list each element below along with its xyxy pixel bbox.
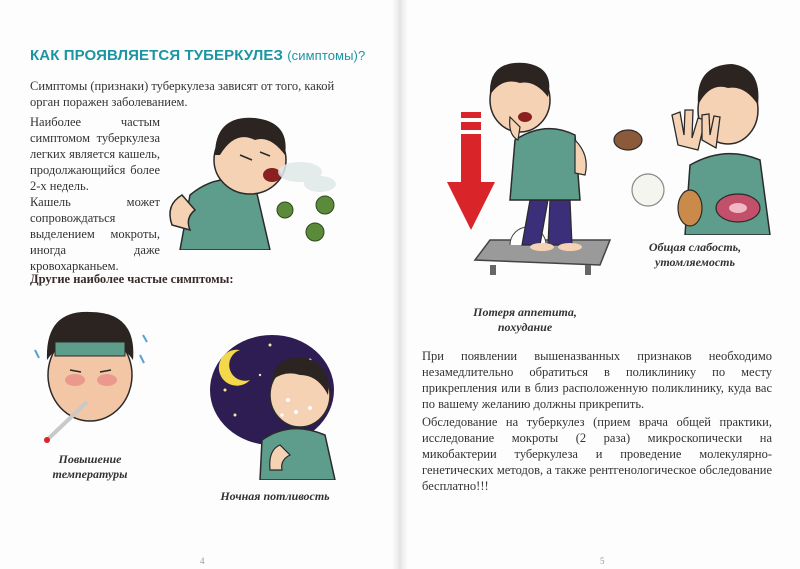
- coughing-boy-icon: [160, 100, 370, 250]
- caption-weakness-1: Общая слабость,: [648, 240, 742, 254]
- advice-paragraph: При появлении вышеназванных признаков необходимо незамедлительно обратиться в поликлинику по месту прикрепления или в близ расположенную поликлинику, куда вас по вашему желанию должны прикрепить.: [422, 349, 772, 411]
- caption-sweat: Ночная потливость: [220, 489, 330, 503]
- scale-boy-icon: [470, 55, 620, 300]
- cough-text: Наиболее частым симптомом туберкулеза легких является кашель, продолжающийся более 2-х недель.: [30, 115, 160, 193]
- page-title: [30, 47, 370, 64]
- title-paren: (симптомы)?: [287, 48, 366, 63]
- examination-paragraph: Обследование на туберкулез (прием врача общей практики, исследование мокроты (2 раза) микроскопически на микобактерии туберкулеза и проведение молекулярно-генетических методов, а также рентгенологическое обследование бесплатно!!!: [422, 415, 772, 493]
- sputum-text: Кашель может сопровождаться выделением мокроты, иногда даже кровохарканьем.: [30, 195, 160, 273]
- germ-icon: [277, 196, 334, 241]
- caption-weakness-2: утомляемость: [655, 255, 735, 269]
- other-symptoms-heading: Другие наиболее частые симптомы:: [30, 272, 234, 286]
- refusing-food-boy-icon: [610, 50, 780, 235]
- right-page-number: 5: [600, 556, 605, 566]
- caption-appetite-1: Потеря аппетита,: [473, 305, 577, 319]
- caption-appetite-2: похудание: [497, 320, 553, 334]
- feverish-boy-icon: [25, 300, 155, 450]
- caption-fever-2: температуры: [52, 467, 128, 481]
- intro-text: Симптомы (признаки) туберкулеза зависят от того, какой орган поражен заболеванием.: [30, 79, 335, 109]
- title-main: КАК ПРОЯВЛЯЕТСЯ ТУБЕРКУЛЕЗ: [30, 47, 283, 64]
- left-page-number: 4: [200, 556, 205, 566]
- book-spine: [392, 0, 408, 569]
- caption-fever-1: Повышение: [58, 452, 122, 466]
- night-sweat-boy-icon: [200, 320, 350, 480]
